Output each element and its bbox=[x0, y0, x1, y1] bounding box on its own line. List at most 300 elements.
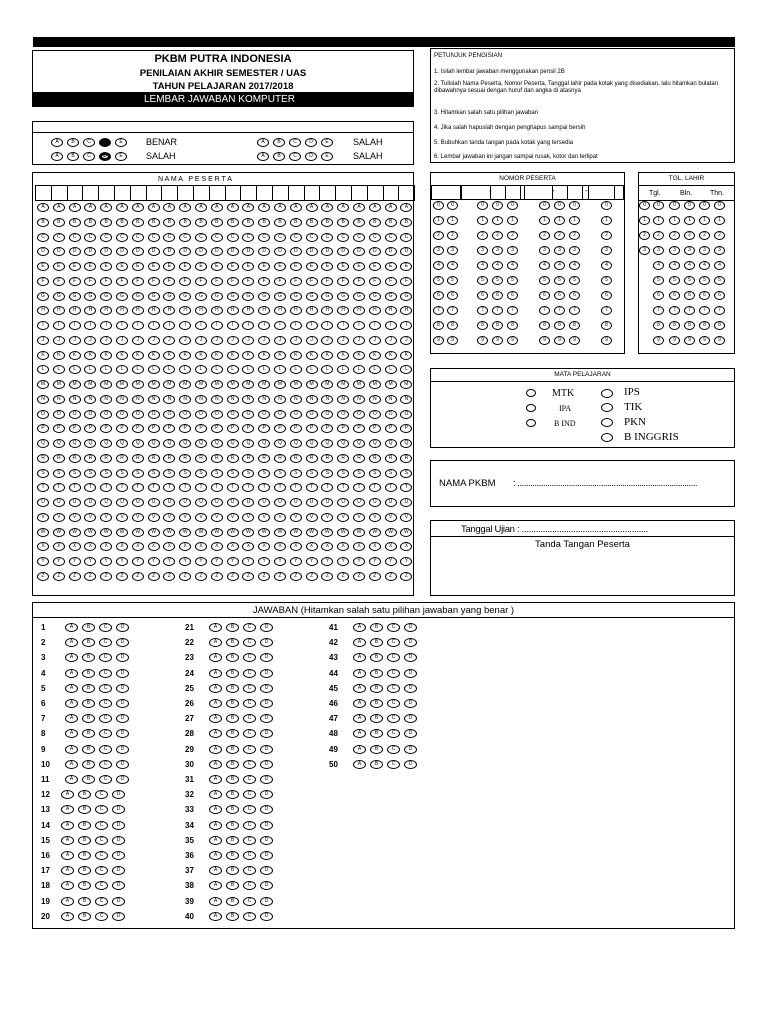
nama-input-cell[interactable] bbox=[335, 185, 352, 201]
nama-bubble-j[interactable]: J bbox=[37, 336, 49, 345]
nama-bubble-z[interactable]: Z bbox=[148, 572, 160, 581]
answer-bubble-c[interactable]: C bbox=[95, 881, 108, 890]
answer-bubble-b[interactable]: B bbox=[82, 684, 95, 693]
nama-bubble-r[interactable]: R bbox=[337, 454, 349, 463]
nama-bubble-e[interactable]: E bbox=[337, 262, 349, 271]
answer-bubble-b[interactable]: B bbox=[78, 805, 91, 814]
nama-bubble-f[interactable]: F bbox=[337, 277, 349, 286]
nomor-bubble-1[interactable]: 1 bbox=[601, 216, 612, 225]
nomor-bubble-9[interactable]: 9 bbox=[492, 336, 503, 345]
nama-bubble-i[interactable]: I bbox=[116, 321, 128, 330]
nama-bubble-f[interactable]: F bbox=[353, 277, 365, 286]
nama-bubble-p[interactable]: P bbox=[100, 424, 112, 433]
nama-bubble-w[interactable]: W bbox=[211, 528, 223, 537]
tgl-bubble-2[interactable]: 2 bbox=[639, 231, 650, 240]
nama-bubble-m[interactable]: M bbox=[321, 380, 333, 389]
nama-bubble-c[interactable]: C bbox=[242, 233, 254, 242]
tgl-bubble-4[interactable]: 4 bbox=[684, 261, 695, 270]
answer-bubble-b[interactable]: B bbox=[226, 881, 239, 890]
nama-bubble-l[interactable]: L bbox=[400, 365, 412, 374]
nama-bubble-j[interactable]: J bbox=[211, 336, 223, 345]
answer-bubble-a[interactable]: A bbox=[209, 775, 222, 784]
nomor-bubble-0[interactable]: 0 bbox=[539, 201, 550, 210]
nama-bubble-d[interactable]: D bbox=[369, 247, 381, 256]
nomor-bubble-4[interactable]: 4 bbox=[601, 261, 612, 270]
nama-bubble-t[interactable]: T bbox=[84, 483, 96, 492]
nama-bubble-c[interactable]: C bbox=[385, 233, 397, 242]
nama-bubble-i[interactable]: I bbox=[195, 321, 207, 330]
nama-bubble-a[interactable]: A bbox=[69, 203, 81, 212]
answer-bubble-d[interactable]: D bbox=[116, 775, 129, 784]
answer-bubble-a[interactable]: A bbox=[65, 699, 78, 708]
answer-bubble-a[interactable]: A bbox=[209, 897, 222, 906]
nama-bubble-u[interactable]: U bbox=[369, 498, 381, 507]
nama-bubble-m[interactable]: M bbox=[242, 380, 254, 389]
answer-bubble-a[interactable]: A bbox=[61, 851, 74, 860]
nama-bubble-y[interactable]: Y bbox=[274, 557, 286, 566]
nama-bubble-f[interactable]: F bbox=[321, 277, 333, 286]
nama-bubble-a[interactable]: A bbox=[290, 203, 302, 212]
nama-bubble-c[interactable]: C bbox=[116, 233, 128, 242]
tgl-bubble-5[interactable]: 5 bbox=[684, 276, 695, 285]
nama-bubble-d[interactable]: D bbox=[37, 247, 49, 256]
answer-bubble-d[interactable]: D bbox=[260, 699, 273, 708]
tgl-bubble-9[interactable]: 9 bbox=[669, 336, 680, 345]
nama-bubble-p[interactable]: P bbox=[385, 424, 397, 433]
nama-bubble-h[interactable]: H bbox=[258, 306, 270, 315]
nomor-bubble-7[interactable]: 7 bbox=[477, 306, 488, 315]
tgl-bubble-2[interactable]: 2 bbox=[714, 231, 725, 240]
nama-bubble-h[interactable]: H bbox=[337, 306, 349, 315]
nama-bubble-e[interactable]: E bbox=[132, 262, 144, 271]
nama-bubble-w[interactable]: W bbox=[84, 528, 96, 537]
answer-bubble-a[interactable]: A bbox=[209, 790, 222, 799]
nama-bubble-f[interactable]: F bbox=[179, 277, 191, 286]
nama-bubble-v[interactable]: V bbox=[116, 513, 128, 522]
answer-bubble-a[interactable]: A bbox=[65, 638, 78, 647]
answer-bubble-d[interactable]: D bbox=[116, 760, 129, 769]
nama-bubble-t[interactable]: T bbox=[227, 483, 239, 492]
nama-bubble-u[interactable]: U bbox=[290, 498, 302, 507]
nama-bubble-g[interactable]: G bbox=[100, 292, 112, 301]
nama-bubble-p[interactable]: P bbox=[179, 424, 191, 433]
answer-bubble-b[interactable]: B bbox=[82, 653, 95, 662]
tgl-bubble-8[interactable]: 8 bbox=[653, 321, 664, 330]
nama-bubble-n[interactable]: N bbox=[290, 395, 302, 404]
answer-bubble-b[interactable]: B bbox=[370, 714, 383, 723]
answer-bubble-a[interactable]: A bbox=[61, 912, 74, 921]
nama-bubble-y[interactable]: Y bbox=[84, 557, 96, 566]
nama-bubble-m[interactable]: M bbox=[353, 380, 365, 389]
nama-bubble-w[interactable]: W bbox=[242, 528, 254, 537]
answer-bubble-a[interactable]: A bbox=[61, 836, 74, 845]
nama-bubble-z[interactable]: Z bbox=[258, 572, 270, 581]
nama-bubble-a[interactable]: A bbox=[353, 203, 365, 212]
answer-bubble-d[interactable]: D bbox=[404, 745, 417, 754]
nama-bubble-b[interactable]: B bbox=[321, 218, 333, 227]
nama-bubble-h[interactable]: H bbox=[132, 306, 144, 315]
nama-bubble-v[interactable]: V bbox=[242, 513, 254, 522]
nama-bubble-r[interactable]: R bbox=[385, 454, 397, 463]
nama-bubble-f[interactable]: F bbox=[211, 277, 223, 286]
nama-bubble-s[interactable]: S bbox=[400, 469, 412, 478]
nama-bubble-f[interactable]: F bbox=[369, 277, 381, 286]
nomor-bubble-1[interactable]: 1 bbox=[492, 216, 503, 225]
nama-bubble-k[interactable]: K bbox=[116, 351, 128, 360]
answer-bubble-b[interactable]: B bbox=[370, 623, 383, 632]
nomor-bubble-4[interactable]: 4 bbox=[447, 261, 458, 270]
nama-bubble-n[interactable]: N bbox=[337, 395, 349, 404]
nama-bubble-e[interactable]: E bbox=[195, 262, 207, 271]
nomor-bubble-2[interactable]: 2 bbox=[477, 231, 488, 240]
nama-bubble-w[interactable]: W bbox=[53, 528, 65, 537]
nama-bubble-r[interactable]: R bbox=[242, 454, 254, 463]
nama-bubble-n[interactable]: N bbox=[69, 395, 81, 404]
nama-bubble-j[interactable]: J bbox=[337, 336, 349, 345]
nama-bubble-s[interactable]: S bbox=[211, 469, 223, 478]
tgl-bubble-5[interactable]: 5 bbox=[699, 276, 710, 285]
nama-bubble-g[interactable]: G bbox=[116, 292, 128, 301]
nama-bubble-e[interactable]: E bbox=[400, 262, 412, 271]
nama-bubble-t[interactable]: T bbox=[258, 483, 270, 492]
nama-bubble-a[interactable]: A bbox=[163, 203, 175, 212]
nama-bubble-h[interactable]: H bbox=[385, 306, 397, 315]
nama-bubble-x[interactable]: X bbox=[227, 542, 239, 551]
answer-bubble-c[interactable]: C bbox=[95, 912, 108, 921]
nama-bubble-d[interactable]: D bbox=[400, 247, 412, 256]
nama-bubble-e[interactable]: E bbox=[69, 262, 81, 271]
nama-bubble-z[interactable]: Z bbox=[321, 572, 333, 581]
nama-bubble-o[interactable]: O bbox=[163, 410, 175, 419]
nomor-bubble-9[interactable]: 9 bbox=[447, 336, 458, 345]
answer-bubble-b[interactable]: B bbox=[226, 775, 239, 784]
nama-bubble-e[interactable]: E bbox=[179, 262, 191, 271]
nama-bubble-u[interactable]: U bbox=[37, 498, 49, 507]
nama-bubble-x[interactable]: X bbox=[195, 542, 207, 551]
nama-bubble-k[interactable]: K bbox=[242, 351, 254, 360]
nama-bubble-a[interactable]: A bbox=[116, 203, 128, 212]
nama-bubble-g[interactable]: G bbox=[132, 292, 144, 301]
nama-bubble-p[interactable]: P bbox=[369, 424, 381, 433]
nama-bubble-m[interactable]: M bbox=[337, 380, 349, 389]
nama-bubble-f[interactable]: F bbox=[37, 277, 49, 286]
nama-bubble-p[interactable]: P bbox=[116, 424, 128, 433]
nama-bubble-z[interactable]: Z bbox=[84, 572, 96, 581]
nama-bubble-w[interactable]: W bbox=[290, 528, 302, 537]
nama-bubble-i[interactable]: I bbox=[211, 321, 223, 330]
nama-bubble-z[interactable]: Z bbox=[242, 572, 254, 581]
nama-bubble-s[interactable]: S bbox=[242, 469, 254, 478]
nama-bubble-x[interactable]: X bbox=[369, 542, 381, 551]
nama-bubble-t[interactable]: T bbox=[400, 483, 412, 492]
nama-bubble-f[interactable]: F bbox=[306, 277, 318, 286]
nama-bubble-m[interactable]: M bbox=[100, 380, 112, 389]
nama-bubble-j[interactable]: J bbox=[132, 336, 144, 345]
nama-bubble-m[interactable]: M bbox=[385, 380, 397, 389]
answer-bubble-a[interactable]: A bbox=[209, 638, 222, 647]
nama-bubble-x[interactable]: X bbox=[385, 542, 397, 551]
nama-bubble-s[interactable]: S bbox=[195, 469, 207, 478]
nama-bubble-i[interactable]: I bbox=[306, 321, 318, 330]
nama-input-cell[interactable] bbox=[225, 185, 242, 201]
nama-bubble-b[interactable]: B bbox=[53, 218, 65, 227]
answer-bubble-a[interactable]: A bbox=[65, 623, 78, 632]
nama-bubble-l[interactable]: L bbox=[242, 365, 254, 374]
nama-bubble-l[interactable]: L bbox=[69, 365, 81, 374]
nama-bubble-x[interactable]: X bbox=[321, 542, 333, 551]
answer-bubble-d[interactable]: D bbox=[260, 669, 273, 678]
nama-input-cell[interactable] bbox=[240, 185, 257, 201]
answer-bubble-d[interactable]: D bbox=[112, 866, 125, 875]
nomor-bubble-1[interactable]: 1 bbox=[433, 216, 444, 225]
tgl-bubble-0[interactable]: 0 bbox=[684, 201, 695, 210]
answer-bubble-c[interactable]: C bbox=[243, 760, 256, 769]
nama-bubble-x[interactable]: X bbox=[306, 542, 318, 551]
nama-bubble-m[interactable]: M bbox=[148, 380, 160, 389]
tgl-bubble-0[interactable]: 0 bbox=[653, 201, 664, 210]
nama-bubble-d[interactable]: D bbox=[258, 247, 270, 256]
nomor-bubble-1[interactable]: 1 bbox=[447, 216, 458, 225]
nama-bubble-z[interactable]: Z bbox=[37, 572, 49, 581]
answer-bubble-d[interactable]: D bbox=[260, 653, 273, 662]
nama-bubble-y[interactable]: Y bbox=[337, 557, 349, 566]
nama-bubble-w[interactable]: W bbox=[321, 528, 333, 537]
nama-bubble-g[interactable]: G bbox=[353, 292, 365, 301]
answer-bubble-b[interactable]: B bbox=[370, 669, 383, 678]
nama-bubble-h[interactable]: H bbox=[100, 306, 112, 315]
nama-bubble-o[interactable]: O bbox=[337, 410, 349, 419]
nama-bubble-j[interactable]: J bbox=[369, 336, 381, 345]
nama-bubble-f[interactable]: F bbox=[132, 277, 144, 286]
nama-bubble-b[interactable]: B bbox=[195, 218, 207, 227]
nama-bubble-z[interactable]: Z bbox=[53, 572, 65, 581]
nama-bubble-o[interactable]: O bbox=[37, 410, 49, 419]
tgl-bubble-6[interactable]: 6 bbox=[714, 291, 725, 300]
answer-bubble-b[interactable]: B bbox=[82, 638, 95, 647]
nama-input-cell[interactable] bbox=[82, 185, 99, 201]
nomor-bubble-4[interactable]: 4 bbox=[477, 261, 488, 270]
nama-bubble-b[interactable]: B bbox=[242, 218, 254, 227]
answer-bubble-c[interactable]: C bbox=[99, 699, 112, 708]
nama-bubble-l[interactable]: L bbox=[274, 365, 286, 374]
nama-bubble-w[interactable]: W bbox=[163, 528, 175, 537]
nama-bubble-v[interactable]: V bbox=[100, 513, 112, 522]
nomor-bubble-0[interactable]: 0 bbox=[447, 201, 458, 210]
nama-bubble-r[interactable]: R bbox=[37, 454, 49, 463]
tgl-bubble-3[interactable]: 3 bbox=[669, 246, 680, 255]
nama-bubble-a[interactable]: A bbox=[242, 203, 254, 212]
nama-bubble-l[interactable]: L bbox=[211, 365, 223, 374]
nama-bubble-d[interactable]: D bbox=[337, 247, 349, 256]
nama-bubble-k[interactable]: K bbox=[53, 351, 65, 360]
nama-bubble-t[interactable]: T bbox=[100, 483, 112, 492]
answer-bubble-a[interactable]: A bbox=[65, 745, 78, 754]
answer-bubble-b[interactable]: B bbox=[370, 699, 383, 708]
nama-bubble-u[interactable]: U bbox=[385, 498, 397, 507]
nama-pkbm-field[interactable]: : .................................................................................... bbox=[513, 478, 697, 489]
nama-bubble-c[interactable]: C bbox=[290, 233, 302, 242]
tgl-bubble-1[interactable]: 1 bbox=[669, 216, 680, 225]
nama-bubble-p[interactable]: P bbox=[274, 424, 286, 433]
answer-bubble-b[interactable]: B bbox=[78, 866, 91, 875]
nomor-bubble-8[interactable]: 8 bbox=[539, 321, 550, 330]
answer-bubble-d[interactable]: D bbox=[112, 821, 125, 830]
nama-bubble-r[interactable]: R bbox=[306, 454, 318, 463]
nama-bubble-q[interactable]: Q bbox=[337, 439, 349, 448]
nama-bubble-b[interactable]: B bbox=[84, 218, 96, 227]
nomor-bubble-3[interactable]: 3 bbox=[554, 246, 565, 255]
answer-bubble-a[interactable]: A bbox=[353, 638, 366, 647]
nama-bubble-n[interactable]: N bbox=[274, 395, 286, 404]
tgl-bubble-2[interactable]: 2 bbox=[684, 231, 695, 240]
nama-bubble-q[interactable]: Q bbox=[242, 439, 254, 448]
nama-bubble-g[interactable]: G bbox=[258, 292, 270, 301]
nama-bubble-r[interactable]: R bbox=[69, 454, 81, 463]
nama-bubble-z[interactable]: Z bbox=[163, 572, 175, 581]
nama-input-cell[interactable] bbox=[193, 185, 210, 201]
nama-bubble-d[interactable]: D bbox=[100, 247, 112, 256]
nama-bubble-q[interactable]: Q bbox=[353, 439, 365, 448]
nama-bubble-h[interactable]: H bbox=[163, 306, 175, 315]
nama-bubble-d[interactable]: D bbox=[211, 247, 223, 256]
nama-bubble-x[interactable]: X bbox=[290, 542, 302, 551]
answer-bubble-d[interactable]: D bbox=[112, 836, 125, 845]
nama-bubble-w[interactable]: W bbox=[369, 528, 381, 537]
tgl-bubble-2[interactable]: 2 bbox=[653, 231, 664, 240]
tgl-bubble-3[interactable]: 3 bbox=[653, 246, 664, 255]
nama-bubble-z[interactable]: Z bbox=[195, 572, 207, 581]
answer-bubble-d[interactable]: D bbox=[260, 760, 273, 769]
nama-bubble-n[interactable]: N bbox=[369, 395, 381, 404]
nama-bubble-g[interactable]: G bbox=[163, 292, 175, 301]
nama-bubble-m[interactable]: M bbox=[84, 380, 96, 389]
nama-bubble-m[interactable]: M bbox=[369, 380, 381, 389]
nama-bubble-s[interactable]: S bbox=[100, 469, 112, 478]
nama-bubble-u[interactable]: U bbox=[195, 498, 207, 507]
nama-bubble-k[interactable]: K bbox=[369, 351, 381, 360]
nama-bubble-v[interactable]: V bbox=[69, 513, 81, 522]
nama-bubble-i[interactable]: I bbox=[400, 321, 412, 330]
nama-bubble-w[interactable]: W bbox=[306, 528, 318, 537]
nomor-bubble-6[interactable]: 6 bbox=[554, 291, 565, 300]
answer-bubble-c[interactable]: C bbox=[99, 684, 112, 693]
nama-bubble-s[interactable]: S bbox=[148, 469, 160, 478]
answer-bubble-a[interactable]: A bbox=[209, 745, 222, 754]
nomor-bubble-2[interactable]: 2 bbox=[492, 231, 503, 240]
answer-bubble-d[interactable]: D bbox=[404, 684, 417, 693]
answer-bubble-b[interactable]: B bbox=[226, 699, 239, 708]
nama-bubble-z[interactable]: Z bbox=[274, 572, 286, 581]
answer-bubble-b[interactable]: B bbox=[370, 684, 383, 693]
nama-bubble-k[interactable]: K bbox=[227, 351, 239, 360]
answer-bubble-b[interactable]: B bbox=[226, 866, 239, 875]
nama-bubble-o[interactable]: O bbox=[321, 410, 333, 419]
nomor-bubble-8[interactable]: 8 bbox=[433, 321, 444, 330]
nama-bubble-h[interactable]: H bbox=[211, 306, 223, 315]
nama-bubble-d[interactable]: D bbox=[148, 247, 160, 256]
answer-bubble-b[interactable]: B bbox=[226, 638, 239, 647]
nama-input-cell[interactable] bbox=[146, 185, 163, 201]
nama-bubble-l[interactable]: L bbox=[163, 365, 175, 374]
nama-bubble-f[interactable]: F bbox=[53, 277, 65, 286]
nama-bubble-w[interactable]: W bbox=[353, 528, 365, 537]
nama-bubble-s[interactable]: S bbox=[337, 469, 349, 478]
nama-bubble-l[interactable]: L bbox=[337, 365, 349, 374]
nomor-bubble-9[interactable]: 9 bbox=[569, 336, 580, 345]
nama-bubble-m[interactable]: M bbox=[211, 380, 223, 389]
answer-bubble-d[interactable]: D bbox=[260, 866, 273, 875]
nama-bubble-h[interactable]: H bbox=[37, 306, 49, 315]
answer-bubble-a[interactable]: A bbox=[353, 760, 366, 769]
answer-bubble-b[interactable]: B bbox=[82, 623, 95, 632]
nama-bubble-t[interactable]: T bbox=[179, 483, 191, 492]
nama-bubble-t[interactable]: T bbox=[369, 483, 381, 492]
nama-bubble-z[interactable]: Z bbox=[116, 572, 128, 581]
nama-bubble-o[interactable]: O bbox=[385, 410, 397, 419]
tgl-bubble-5[interactable]: 5 bbox=[669, 276, 680, 285]
nama-bubble-c[interactable]: C bbox=[321, 233, 333, 242]
nama-bubble-g[interactable]: G bbox=[53, 292, 65, 301]
answer-bubble-c[interactable]: C bbox=[243, 729, 256, 738]
answer-bubble-c[interactable]: C bbox=[95, 836, 108, 845]
answer-bubble-a[interactable]: A bbox=[209, 699, 222, 708]
answer-bubble-c[interactable]: C bbox=[243, 897, 256, 906]
nama-bubble-m[interactable]: M bbox=[290, 380, 302, 389]
nama-bubble-f[interactable]: F bbox=[385, 277, 397, 286]
answer-bubble-c[interactable]: C bbox=[99, 775, 112, 784]
nama-bubble-f[interactable]: F bbox=[84, 277, 96, 286]
answer-bubble-a[interactable]: A bbox=[209, 653, 222, 662]
answer-bubble-a[interactable]: A bbox=[61, 866, 74, 875]
nama-input-cell[interactable] bbox=[367, 185, 384, 201]
nama-bubble-q[interactable]: Q bbox=[321, 439, 333, 448]
nomor-bubble-7[interactable]: 7 bbox=[507, 306, 518, 315]
nama-bubble-r[interactable]: R bbox=[179, 454, 191, 463]
nama-bubble-k[interactable]: K bbox=[148, 351, 160, 360]
nomor-bubble-3[interactable]: 3 bbox=[507, 246, 518, 255]
nama-bubble-i[interactable]: I bbox=[242, 321, 254, 330]
tik-bubble[interactable] bbox=[601, 403, 613, 412]
tgl-bubble-7[interactable]: 7 bbox=[653, 306, 664, 315]
nama-bubble-k[interactable]: K bbox=[290, 351, 302, 360]
answer-bubble-b[interactable]: B bbox=[78, 821, 91, 830]
nama-bubble-k[interactable]: K bbox=[84, 351, 96, 360]
nama-bubble-r[interactable]: R bbox=[211, 454, 223, 463]
answer-bubble-c[interactable]: C bbox=[243, 805, 256, 814]
nomor-bubble-3[interactable]: 3 bbox=[492, 246, 503, 255]
nama-bubble-v[interactable]: V bbox=[274, 513, 286, 522]
nomor-bubble-9[interactable]: 9 bbox=[433, 336, 444, 345]
nama-bubble-t[interactable]: T bbox=[337, 483, 349, 492]
nama-bubble-q[interactable]: Q bbox=[369, 439, 381, 448]
nama-bubble-b[interactable]: B bbox=[369, 218, 381, 227]
nama-bubble-l[interactable]: L bbox=[290, 365, 302, 374]
nama-bubble-b[interactable]: B bbox=[148, 218, 160, 227]
nama-bubble-u[interactable]: U bbox=[116, 498, 128, 507]
nama-bubble-d[interactable]: D bbox=[321, 247, 333, 256]
nama-bubble-a[interactable]: A bbox=[258, 203, 270, 212]
nama-bubble-l[interactable]: L bbox=[353, 365, 365, 374]
answer-bubble-d[interactable]: D bbox=[260, 836, 273, 845]
tgl-bubble-1[interactable]: 1 bbox=[639, 216, 650, 225]
ips-bubble[interactable] bbox=[601, 389, 613, 398]
nomor-bubble-1[interactable]: 1 bbox=[554, 216, 565, 225]
answer-bubble-b[interactable]: B bbox=[226, 623, 239, 632]
nama-bubble-y[interactable]: Y bbox=[37, 557, 49, 566]
nama-bubble-r[interactable]: R bbox=[274, 454, 286, 463]
nama-bubble-n[interactable]: N bbox=[37, 395, 49, 404]
nama-bubble-o[interactable]: O bbox=[148, 410, 160, 419]
